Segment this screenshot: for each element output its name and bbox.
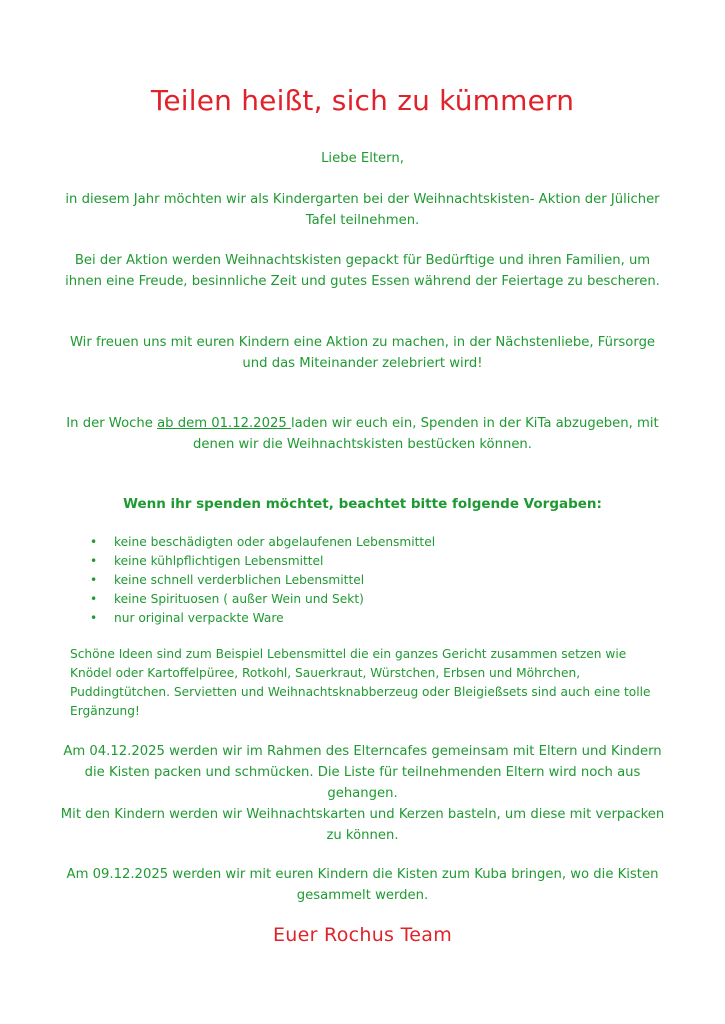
list-item [90, 552, 435, 571]
events-paragraph [60, 741, 665, 846]
parent-cafe-text: Am 04.12.2025 werden wir im Rahmen des Elterncafes gemeinsam mit Eltern und Kindern die Kisten packen und schmücken. Die Liste für teilnehmenden Eltern wird noch aus gehangen. [63, 744, 662, 801]
ideas-paragraph: Schöne Ideen sind zum Beispiel Lebensmittel die ein ganzes Gericht zusammen setzen wie Knödel oder Kartoffelpüree, Rotkohl, Sauerkraut, Würstchen, Erbsen und Möhrchen, Puddingtütchen. Servietten und Weihnachtsknabberzeug oder Bleigießsets sind auch eine tolle Ergänzung! [70, 647, 651, 718]
rules-heading: Wenn ihr spenden möchtet, beachtet bitte folgende Vorgaben: [123, 496, 602, 512]
greeting: Liebe Eltern, [321, 151, 404, 166]
page-title: Teilen heißt, sich zu kümmern [150, 84, 575, 117]
donation-week-paragraph [60, 413, 665, 455]
bullet-icon: • [90, 611, 98, 625]
list-item [90, 533, 435, 552]
donation-week-intro: In der Woche [66, 416, 158, 431]
bullet-icon: • [90, 535, 98, 549]
crafting-text: Mit den Kindern werden wir Weihnachtskarten und Kerzen basteln, um diese mit verpacken zu können. [60, 807, 665, 843]
list-item-text: keine schnell verderblichen Lebensmittel [114, 573, 365, 587]
share-paragraph: Wir freuen uns mit euren Kindern eine Aktion zu machen, in der Nächstenliebe, Fürsorge und das Miteinander zelebriert wird! [69, 335, 656, 371]
donation-start-date: ab dem 01.12.2025 [157, 416, 291, 431]
list-item [90, 590, 435, 609]
bullet-icon: • [90, 554, 98, 568]
rules-list [90, 533, 435, 628]
list-item-text: keine Spirituosen ( außer Wein und Sekt) [114, 592, 364, 606]
donation-week-text: laden wir euch ein, Spenden in der KiTa abzugeben, mit denen wir die Weihnachtskisten bestücken können. [193, 416, 659, 452]
delivery-paragraph: Am 09.12.2025 werden wir mit euren Kindern die Kisten zum Kuba bringen, wo die Kisten gesammelt werden. [66, 867, 659, 903]
list-item-text: keine kühlpflichtigen Lebensmittel [114, 554, 324, 568]
bullet-icon: • [90, 592, 98, 606]
list-item [90, 571, 435, 590]
bullet-icon: • [90, 573, 98, 587]
action-paragraph: Bei der Aktion werden Weihnachtskisten gepackt für Bedürftige und ihren Familien, um ihnen eine Freude, besinnliche Zeit und gutes Essen während der Feiertage zu bescheren. [65, 253, 660, 289]
list-item [90, 609, 435, 628]
intro-paragraph: in diesem Jahr möchten wir als Kindergarten bei der Weihnachtskisten- Aktion der Jülicher Tafel teilnehmen. [65, 192, 660, 228]
list-item-text: nur original verpackte Ware [114, 611, 284, 625]
list-item-text: keine beschädigten oder abgelaufenen Lebensmittel [114, 535, 436, 549]
signature: Euer Rochus Team [272, 924, 453, 946]
